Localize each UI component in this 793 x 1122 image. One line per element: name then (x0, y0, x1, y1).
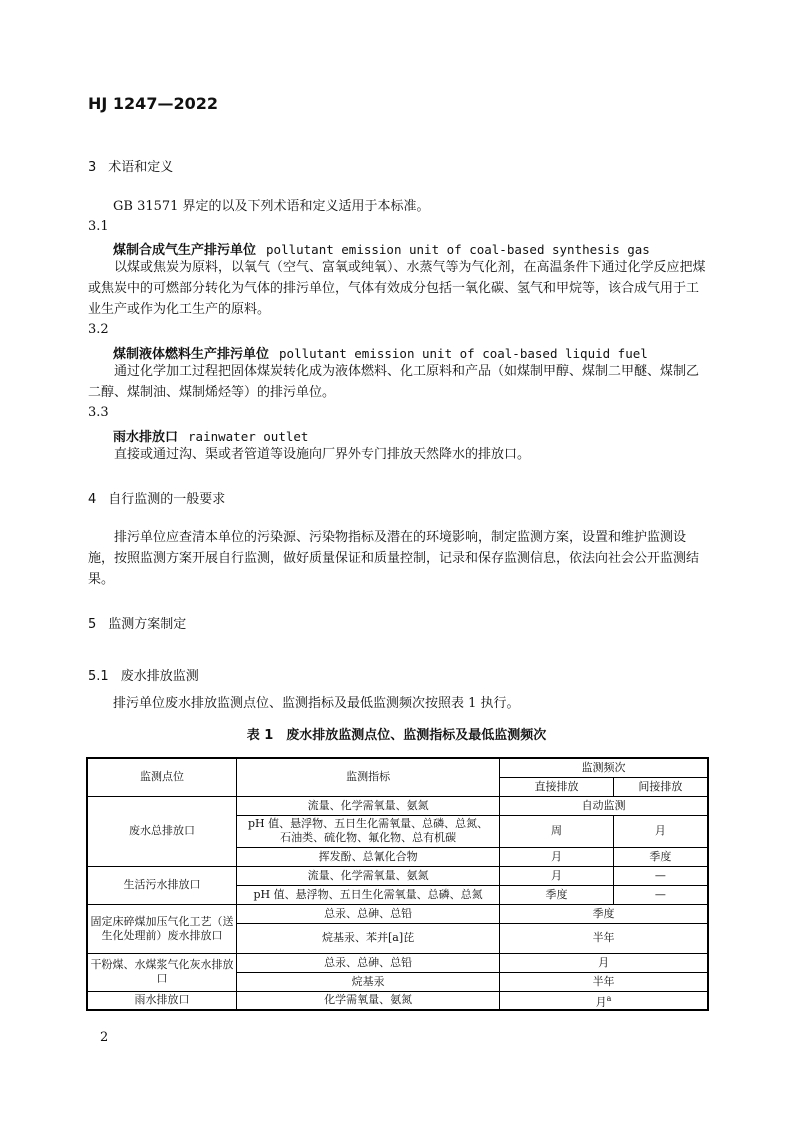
table-row (87, 866, 708, 885)
term-chinese: 煤制液体燃料生产排污单位 (113, 347, 270, 362)
term-heading (113, 239, 650, 258)
term-chinese: 煤制合成气生产排污单位 (113, 243, 257, 258)
term-number: 3.2 (88, 322, 109, 337)
table-row (87, 953, 708, 972)
cell-indicator: 流量、化学需氧量、氨氮 (237, 796, 500, 815)
term-heading (113, 426, 308, 445)
section-4-heading (88, 488, 225, 507)
term-number: 3.1 (88, 219, 109, 234)
cell-indicator: 总汞、总砷、总铅 (237, 953, 500, 972)
cell-indicator: 总汞、总砷、总铅 (237, 904, 500, 923)
section-title: 自行监测的一般要求 (108, 492, 226, 507)
section-title: 废水排放监测 (120, 669, 199, 684)
cell-frequency (500, 991, 708, 1010)
term-definition: 通过化学加工过程把固体煤炭转化成为液体燃料、化工原料和产品（如煤制甲醇、煤制二甲醚、煤制乙二醇、煤制油、煤制烯烃等）的排污单位。 (88, 364, 700, 400)
cell-point: 固定床碎煤加压气化工艺（送生化处理前）废水排放口 (87, 904, 237, 953)
cell-frequency: 季度 (500, 904, 708, 923)
cell-frequency: 半年 (500, 923, 708, 953)
cell-direct: 月 (500, 847, 614, 866)
header-direct: 直接排放 (500, 777, 614, 796)
term-english: pollutant emission unit of coal-based liquid fuel (279, 346, 648, 361)
term-chinese: 雨水排放口 (113, 430, 179, 445)
term-english: pollutant emission unit of coal-based synthesis gas (266, 242, 650, 257)
cell-point: 废水总排放口 (87, 796, 237, 866)
cell-indicator (237, 815, 500, 847)
cell-frequency: 自动监测 (500, 796, 708, 815)
page-number: 2 (100, 1030, 109, 1045)
cell-direct: 周 (500, 815, 614, 847)
cell-indicator: 烷基汞 (237, 972, 500, 991)
cell-point: 雨水排放口 (87, 991, 237, 1010)
section-number: 3 (88, 160, 97, 175)
cell-indirect: — (613, 885, 708, 904)
section-number: 4 (88, 492, 97, 507)
header-indicator: 监测指标 (237, 758, 500, 796)
section-5-1-heading (88, 665, 199, 684)
frequency-value: 月 (595, 995, 607, 1009)
table-caption: 表 1 废水排放监测点位、监测指标及最低监测频次 (246, 728, 547, 743)
monitoring-table (86, 757, 709, 1011)
section-3-heading (88, 156, 173, 175)
cell-indirect: 季度 (613, 847, 708, 866)
table-row (87, 796, 708, 815)
section-number: 5.1 (88, 669, 109, 684)
cell-direct: 季度 (500, 885, 614, 904)
section-3-intro: GB 31571 界定的以及下列术语和定义适用于本标准。 (113, 199, 430, 214)
document-code: HJ 1247—2022 (88, 94, 218, 113)
cell-point: 干粉煤、水煤浆气化灰水排放口 (87, 953, 237, 991)
term-definition: 以煤或焦炭为原料，以氧气（空气、富氧或纯氧）、水蒸气等为气化剂，在高温条件下通过化学反应把煤或焦炭中的可燃部分转化为气体的排污单位，气体有效成分包括一氧化碳、氢气和甲烷等，该合成气用于工业生产或作为化工生产的原料。 (88, 260, 706, 317)
table-row (87, 904, 708, 923)
section-title: 术语和定义 (108, 160, 174, 175)
table-header-row (87, 758, 708, 777)
indicator-line: pH 值、悬浮物、五日生化需氧量、总磷、总氮、 (248, 817, 489, 830)
footnote-marker: a (606, 993, 612, 1003)
cell-frequency: 半年 (500, 972, 708, 991)
table-row (87, 991, 708, 1010)
cell-point: 生活污水排放口 (87, 866, 237, 904)
cell-indirect: 月 (613, 815, 708, 847)
term-number: 3.3 (88, 405, 109, 420)
header-indirect: 间接排放 (613, 777, 708, 796)
section-title: 监测方案制定 (108, 617, 187, 632)
term-english: rainwater outlet (188, 429, 309, 444)
header-point: 监测点位 (87, 758, 237, 796)
cell-direct: 月 (500, 866, 614, 885)
section-5-1-body: 排污单位废水排放监测点位、监测指标及最低监测频次按照表 1 执行。 (113, 696, 520, 711)
cell-indirect: — (613, 866, 708, 885)
cell-indicator: 化学需氧量、氨氮 (237, 991, 500, 1010)
section-number: 5 (88, 617, 97, 632)
section-4-body: 排污单位应查清本单位的污染源、污染物指标及潜在的环境影响，制定监测方案，设置和维护监测设施，按照监测方案开展自行监测，做好质量保证和质量控制，记录和保存监测信息，依法向社会公开监测结果。 (88, 530, 700, 587)
indicator-line: 石油类、硫化物、氟化物、总有机碳 (280, 831, 457, 844)
section-5-heading (88, 613, 186, 632)
cell-indicator: pH 值、悬浮物、五日生化需氧量、总磷、总氮 (237, 885, 500, 904)
cell-frequency: 月 (500, 953, 708, 972)
term-heading (113, 343, 648, 362)
term-definition: 直接或通过沟、渠或者管道等设施向厂界外专门排放天然降水的排放口。 (114, 447, 531, 462)
cell-indicator: 烷基汞、苯并[a]芘 (237, 923, 500, 953)
header-frequency: 监测频次 (500, 758, 708, 777)
cell-indicator: 挥发酚、总氰化合物 (237, 847, 500, 866)
cell-indicator: 流量、化学需氧量、氨氮 (237, 866, 500, 885)
